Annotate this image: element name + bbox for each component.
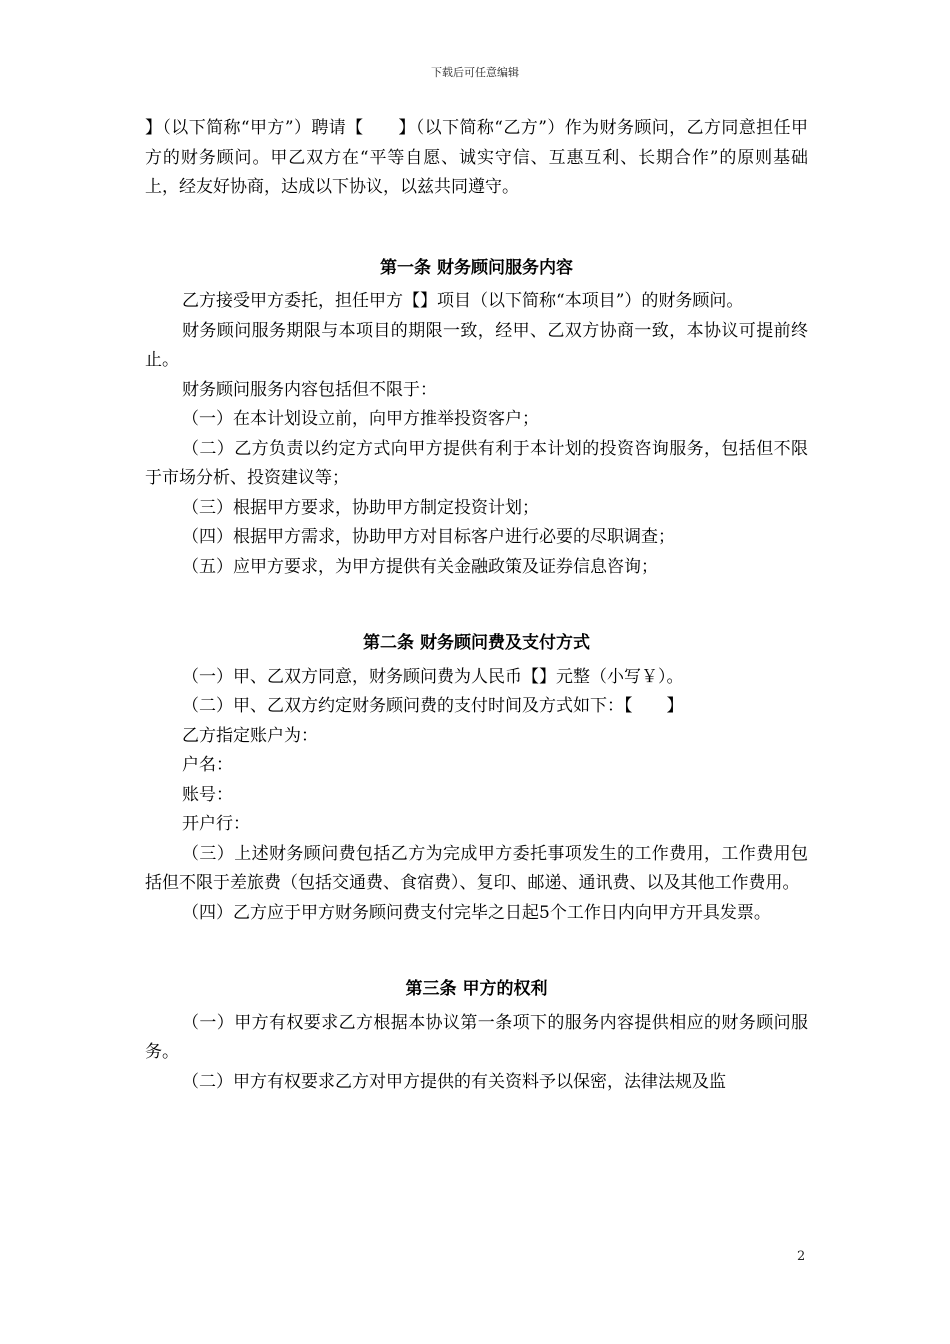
section-3-list-item: （二）甲方有权要求乙方对甲方提供的有关资料予以保密，法律法规及监 <box>182 1071 726 1092</box>
section-1-paragraph: 财务顾问服务内容包括但不限于： <box>182 379 437 400</box>
section-2-list-item: （三）上述财务顾问费包括乙方为完成甲方委托事项发生的工作费用，工作费用包括但不限于差旅费（包括交通费、食宿费）、复印、邮递、通讯费、以及其他工作费用。 <box>145 843 808 893</box>
section-1-list-item: （四）根据甲方需求，协助甲方对目标客户进行必要的尽职调查； <box>182 527 675 547</box>
section-1-list-item: （三）根据甲方要求，协助甲方制定投资计划； <box>182 497 539 518</box>
section-2-list-item: （二）甲、乙双方约定财务顾问费的支付时间及方式如下：【 】 <box>182 696 684 716</box>
section-1-list-item: （五）应甲方要求，为甲方提供有关金融政策及证券信息咨询； <box>182 556 658 577</box>
account-number-label: 账号： <box>182 784 233 805</box>
section-2-list-item: （一）甲、乙双方同意，财务顾问费为人民币【】元整（小写￥）。 <box>182 666 684 687</box>
intro-paragraph: 】（以下简称“甲方”）聘请【 】（以下简称“乙方”）作为财务顾问，乙方同意担任甲方的财务顾问。甲乙双方在“平等自愿、诚实守信、互惠互利、长期合作”的原则基础上，经友好协商，达成以下协议，以兹共同遵守。 <box>145 118 808 197</box>
section-1-list-item: （一）在本计划设立前，向甲方推举投资客户； <box>182 409 539 429</box>
page-number: 2 <box>797 1249 806 1264</box>
section-1-paragraph: 财务顾问服务期限与本项目的期限一致，经甲、乙双方协商一致，本协议可提前终止。 <box>145 320 808 370</box>
section-1-paragraph: 乙方接受甲方委托，担任甲方【】项目（以下简称“本项目”）的财务顾问。 <box>182 291 744 311</box>
document-body <box>145 114 808 1097</box>
section-2-paragraph: 乙方指定账户为： <box>182 725 318 746</box>
section-1-list-item: （二）乙方负责以约定方式向甲方提供有利于本计划的投资咨询服务，包括但不限于市场分析、投资建议等； <box>145 438 808 488</box>
section-spacer <box>145 582 808 629</box>
page-header: 下载后可任意编辑 <box>431 66 519 79</box>
section-3-title: 第三条 甲方的权利 <box>405 979 548 999</box>
section-2-list-item: （四）乙方应于甲方财务顾问费支付完毕之日起5个工作日内向甲方开具发票。 <box>182 902 771 923</box>
account-name-label: 户名： <box>182 755 233 775</box>
section-2-title: 第二条 财务顾问费及支付方式 <box>363 633 590 653</box>
bank-label: 开户行： <box>182 814 250 834</box>
section-spacer <box>145 928 808 975</box>
section-1-title: 第一条 财务顾问服务内容 <box>380 257 573 278</box>
section-3-list-item: （一）甲方有权要求乙方根据本协议第一条项下的服务内容提供相应的财务顾问服务。 <box>145 1012 808 1062</box>
